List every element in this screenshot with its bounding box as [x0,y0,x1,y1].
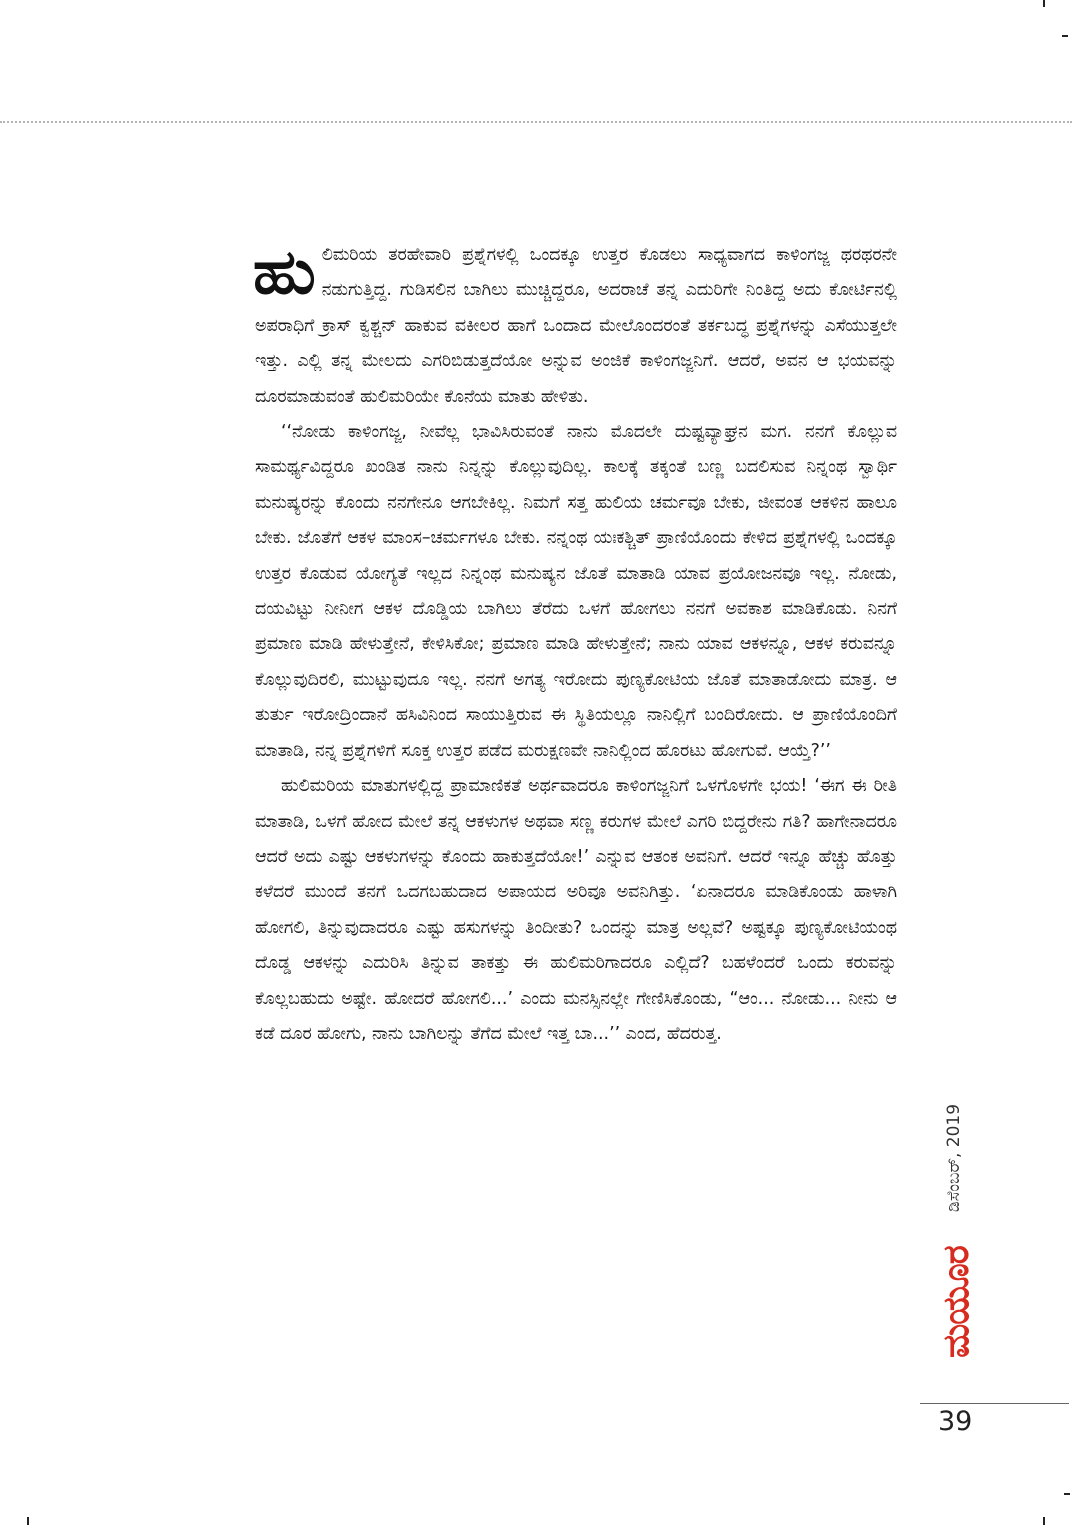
crop-mark-right-lower [1064,1493,1070,1495]
article-paragraph-1 [253,235,897,415]
drop-cap: ಹು [253,235,316,308]
crop-mark-bottom-right [1043,1517,1045,1525]
magazine-masthead-logo: ಮಯೂರ [936,1246,977,1358]
paragraph-text: ಲಿಮರಿಯ ತರಹೇವಾರಿ ಪ್ರಶ್ನೆಗಳಲ್ಲಿ ಒಂದಕ್ಕೂ ಉತ್ತರ ಕೊಡಲು ಸಾಧ್ಯವಾಗದ ಕಾಳಿಂಗಜ್ಜ ಥರಥರನೇ ನಡುಗುತ್ತಿದ್ದ. ಗುಡಿಸಲಿನ ಬಾಗಿಲು ಮುಚ್ಚಿದ್ದರೂ, ಅದರಾಚೆ ತನ್ನ ಎದುರಿಗೇ ನಿಂತಿದ್ದ ಅದು ಕೋರ್ಟಿನಲ್ಲಿ ಅಪರಾಧಿಗೆ ಕ್ರಾಸ್ ಕ್ವಶ್ಚನ್ ಹಾಕುವ ವಕೀಲರ ಹಾಗೆ ಒಂದಾದ ಮೇಲೊಂದರಂತೆ ತರ್ಕಬದ್ಧ ಪ್ರಶ್ನೆಗಳನ್ನು ಎಸೆಯುತ್ತಲೇ ಇತ್ತು. ಎಲ್ಲಿ ತನ್ನ ಮೇಲದು ಎಗರಿಬಿಡುತ್ತದೆಯೋ ಅನ್ನುವ ಅಂಜಿಕೆ ಕಾಳಿಂಗಜ್ಜನಿಗೆ. ಆದರೆ, ಅವನ ಆ ಭಯವನ್ನು ದೂರಮಾಡುವಂತೆ ಹುಲಿಮರಿಯೇ ಕೊನೆಯ ಮಾತು ಹೇಳಿತು. [255,245,897,407]
issue-date: ಡಿಸೆಂಬರ್, 2019 [944,1103,964,1213]
crop-mark-right-upper [1062,35,1068,37]
article-body [253,235,897,1052]
article-paragraph-2: ‘‘ನೋಡು ಕಾಳಿಂಗಜ್ಜ, ನೀವೆಲ್ಲ ಭಾವಿಸಿರುವಂತೆ ನಾನು ಮೊದಲೇ ದುಷ್ಟವ್ಯಾಘ್ರನ ಮಗ. ನನಗೆ ಕೊಲ್ಲುವ ಸಾಮರ್ಥ್ಯವಿದ್ದರೂ ಖಂಡಿತ ನಾನು ನಿನ್ನನ್ನು ಕೊಲ್ಲುವುದಿಲ್ಲ. ಕಾಲಕ್ಕೆ ತಕ್ಕಂತೆ ಬಣ್ಣ ಬದಲಿಸುವ ನಿನ್ನಂಥ ಸ್ವಾರ್ಥಿ ಮನುಷ್ಯರನ್ನು ಕೊಂದು ನನಗೇನೂ ಆಗಬೇಕಿಲ್ಲ. ನಿಮಗೆ ಸತ್ತ ಹುಲಿಯ ಚರ್ಮವೂ ಬೇಕು, ಜೀವಂತ ಆಕಳಿನ ಹಾಲೂ ಬೇಕು. ಜೊತೆಗೆ ಆಕಳ ಮಾಂಸ–ಚರ್ಮಗಳೂ ಬೇಕು. ನನ್ನಂಥ ಯಃಕಶ್ಚಿತ್ ಪ್ರಾಣಿಯೊಂದು ಕೇಳಿದ ಪ್ರಶ್ನೆಗಳಲ್ಲಿ ಒಂದಕ್ಕೂ ಉತ್ತರ ಕೊಡುವ ಯೋಗ್ಯತೆ ಇಲ್ಲದ ನಿನ್ನಂಥ ಮನುಷ್ಯನ ಜೊತೆ ಮಾತಾಡಿ ಯಾವ ಪ್ರಯೋಜನವೂ ಇಲ್ಲ. ನೋಡು, ದಯವಿಟ್ಟು ನೀನೀಗ ಆಕಳ ದೊಡ್ಡಿಯ ಬಾಗಿಲು ತೆರೆದು ಒಳಗೆ ಹೋಗಲು ನನಗೆ ಅವಕಾಶ ಮಾಡಿಕೊಡು. ನಿನಗೆ ಪ್ರಮಾಣ ಮಾಡಿ ಹೇಳುತ್ತೇನೆ, ಕೇಳಿಸಿಕೋ; ಪ್ರಮಾಣ ಮಾಡಿ ಹೇಳುತ್ತೇನೆ; ನಾನು ಯಾವ ಆಕಳನ್ನೂ, ಆಕಳ ಕರುವನ್ನೂ ಕೊಲ್ಲುವುದಿರಲಿ, ಮುಟ್ಟುವುದೂ ಇಲ್ಲ. ನನಗೆ ಅಗತ್ಯ ಇರೋದು ಪುಣ್ಯಕೋಟಿಯ ಜೊತೆ ಮಾತಾಡೋದು ಮಾತ್ರ. ಆ ತುರ್ತು ಇರೋದ್ರಿಂದಾನೆ ಹಸಿವಿನಿಂದ ಸಾಯುತ್ತಿರುವ ಈ ಸ್ಥಿತಿಯಲ್ಲೂ ನಾನಿಲ್ಲಿಗೆ ಬಂದಿರೋದು. ಆ ಪ್ರಾಣಿಯೊಂದಿಗೆ ಮಾತಾಡಿ, ನನ್ನ ಪ್ರಶ್ನೆಗಳಿಗೆ ಸೂಕ್ತ ಉತ್ತರ ಪಡೆದ ಮರುಕ್ಷಣವೇ ನಾನಿಲ್ಲಿಂದ ಹೊರಟು ಹೋಗುವೆ. ಆಯ್ತೆ?’’ [255,422,897,761]
header-dotted-rule [0,121,1072,123]
crop-mark-bottom-left [27,1517,29,1525]
article-paragraph-3: ಹುಲಿಮರಿಯ ಮಾತುಗಳಲ್ಲಿದ್ದ ಪ್ರಾಮಾಣಿಕತೆ ಅರ್ಥವಾದರೂ ಕಾಳಿಂಗಜ್ಜನಿಗೆ ಒಳಗೊಳಗೇ ಭಯ! ‘ಈಗ ಈ ರೀತಿ ಮಾತಾಡಿ, ಒಳಗೆ ಹೋದ ಮೇಲೆ ತನ್ನ ಆಕಳುಗಳ ಅಥವಾ ಸಣ್ಣ ಕರುಗಳ ಮೇಲೆ ಎಗರಿ ಬಿದ್ದರೇನು ಗತಿ? ಹಾಗೇನಾದರೂ ಆದರೆ ಅದು ಎಷ್ಟು ಆಕಳುಗಳನ್ನು ಕೊಂದು ಹಾಕುತ್ತದೆಯೋ!’ ಎನ್ನುವ ಆತಂಕ ಅವನಿಗೆ. ಆದರೆ ಇನ್ನೂ ಹೆಚ್ಚು ಹೊತ್ತು ಕಳೆದರೆ ಮುಂದೆ ತನಗೆ ಒದಗಬಹುದಾದ ಅಪಾಯದ ಅರಿವೂ ಅವನಿಗಿತ್ತು. ‘ಏನಾದರೂ ಮಾಡಿಕೊಂಡು ಹಾಳಾಗಿ ಹೋಗಲಿ, ತಿನ್ನುವುದಾದರೂ ಎಷ್ಟು ಹಸುಗಳನ್ನು ತಿಂದೀತು? ಒಂದನ್ನು ಮಾತ್ರ ಅಲ್ಲವೆ? ಅಷ್ಟಕ್ಕೂ ಪುಣ್ಯಕೋಟಿಯಂಥ ದೊಡ್ಡ ಆಕಳನ್ನು ಎದುರಿಸಿ ತಿನ್ನುವ ತಾಕತ್ತು ಈ ಹುಲಿಮರಿಗಾದರೂ ಎಲ್ಲಿದೆ? ಬಹಳೆಂದರೆ ಒಂದು ಕರುವನ್ನು ಕೊಲ್ಲಬಹುದು ಅಷ್ಟೇ. ಹೋದರೆ ಹೋಗಲಿ...’ ಎಂದು ಮನಸ್ಸಿನಲ್ಲೇ ಗೇಣಿಸಿಕೊಂಡು, “ಆಂ... ನೋಡು... ನೀನು ಆ ಕಡೆ ದೂರ ಹೋಗು, ನಾನು ಬಾಗಿಲನ್ನು ತೆಗೆದ ಮೇಲೆ ಇತ್ತ ಬಾ...’’ ಎಂದ, ಹೆದರುತ್ತ. [255,776,897,1044]
crop-mark-top-right [1043,0,1045,7]
page-number: 39 [938,1406,973,1437]
